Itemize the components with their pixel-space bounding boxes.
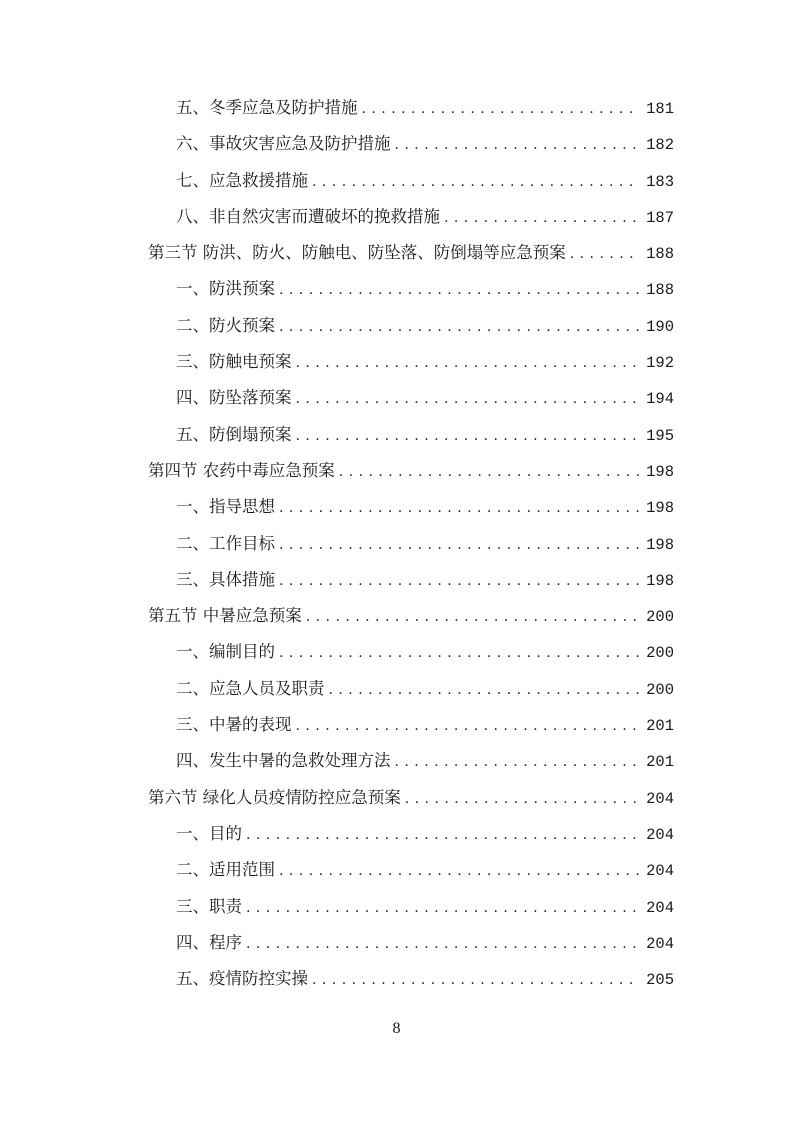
toc-subsection-entry[interactable] xyxy=(148,308,674,344)
toc-subsection-entry[interactable] xyxy=(148,344,674,380)
toc-entry-page-number: 188 xyxy=(646,245,674,264)
toc-entry-title: 二、适用范围 xyxy=(176,860,275,880)
toc-subsection-entry[interactable] xyxy=(148,417,674,453)
page-number: 8 xyxy=(392,1020,401,1037)
toc-entry-page-number: 187 xyxy=(646,208,674,227)
toc-subsection-entry[interactable] xyxy=(148,743,674,779)
toc-dot-leader xyxy=(362,91,641,127)
toc-entry-title: 三、防触电预案 xyxy=(176,352,292,372)
toc-entry-page-number: 200 xyxy=(646,680,674,699)
toc-entry-title: 四、程序 xyxy=(176,932,242,952)
toc-entry-page-number: 204 xyxy=(646,934,674,953)
toc-dot-leader xyxy=(339,454,640,490)
toc-entry-page-number: 200 xyxy=(646,608,674,627)
table-of-contents xyxy=(148,90,674,997)
toc-dot-leader xyxy=(246,890,640,926)
toc-dot-leader xyxy=(296,418,641,454)
toc-entry-page-number: 200 xyxy=(646,644,674,663)
toc-entry-title: 三、中暑的表现 xyxy=(176,715,292,735)
toc-subsection-entry[interactable] xyxy=(148,816,674,852)
toc-entry-title: 一、编制目的 xyxy=(176,642,275,662)
toc-dot-leader xyxy=(444,200,640,236)
toc-section-entry[interactable] xyxy=(148,780,674,816)
toc-subsection-entry[interactable] xyxy=(148,961,674,997)
toc-subsection-entry[interactable] xyxy=(148,562,674,598)
toc-entry-title: 四、发生中暑的急救处理方法 xyxy=(176,751,391,771)
toc-dot-leader xyxy=(570,236,640,272)
toc-subsection-entry[interactable] xyxy=(148,90,674,126)
toc-subsection-entry[interactable] xyxy=(148,199,674,235)
toc-section-entry[interactable] xyxy=(148,453,674,489)
toc-dot-leader xyxy=(395,744,641,780)
toc-subsection-entry[interactable] xyxy=(148,634,674,670)
toc-section-entry[interactable] xyxy=(148,598,674,634)
toc-entry-page-number: 204 xyxy=(646,825,674,844)
toc-subsection-entry[interactable] xyxy=(148,707,674,743)
toc-entry-page-number: 190 xyxy=(646,317,674,336)
toc-entry-title: 一、防洪预案 xyxy=(176,279,275,299)
toc-entry-page-number: 205 xyxy=(646,971,674,990)
toc-entry-title: 三、具体措施 xyxy=(176,569,275,589)
toc-entry-title: 五、冬季应急及防护措施 xyxy=(176,98,358,117)
toc-dot-leader xyxy=(296,708,641,744)
toc-entry-page-number: 201 xyxy=(646,753,674,772)
toc-entry-page-number: 192 xyxy=(646,354,674,373)
toc-dot-leader xyxy=(312,164,640,200)
toc-entry-title: 一、指导思想 xyxy=(176,497,275,517)
toc-dot-leader xyxy=(279,309,640,345)
toc-entry-title: 二、应急人员及职责 xyxy=(176,678,325,698)
toc-subsection-entry[interactable] xyxy=(148,671,674,707)
toc-dot-leader xyxy=(279,635,640,671)
toc-entry-title: 四、防坠落预案 xyxy=(176,388,292,408)
toc-dot-leader xyxy=(306,599,640,635)
toc-subsection-entry[interactable] xyxy=(148,126,674,162)
toc-dot-leader xyxy=(405,781,640,817)
toc-entry-title: 六、事故灾害应急及防护措施 xyxy=(176,134,391,154)
toc-dot-leader xyxy=(279,272,640,308)
toc-entry-title: 一、目的 xyxy=(176,823,242,843)
toc-dot-leader xyxy=(246,817,640,853)
toc-entry-page-number: 183 xyxy=(646,172,674,191)
toc-entry-title: 三、职责 xyxy=(176,896,242,916)
toc-dot-leader xyxy=(395,127,641,163)
toc-entry-page-number: 195 xyxy=(646,426,674,445)
toc-entry-page-number: 198 xyxy=(646,499,674,518)
toc-subsection-entry[interactable] xyxy=(148,526,674,562)
toc-entry-page-number: 201 xyxy=(646,717,674,736)
toc-entry-title: 七、应急救援措施 xyxy=(176,170,308,190)
toc-entry-title: 五、疫情防控实操 xyxy=(176,969,308,989)
toc-entry-title: 八、非自然灾害而遭破坏的挽救措施 xyxy=(176,206,440,226)
toc-entry-page-number: 182 xyxy=(646,136,674,155)
toc-entry-page-number: 204 xyxy=(646,862,674,881)
toc-subsection-entry[interactable] xyxy=(148,889,674,925)
toc-dot-leader xyxy=(279,527,640,563)
toc-entry-title: 二、工作目标 xyxy=(176,533,275,553)
toc-entry-page-number: 204 xyxy=(646,898,674,917)
toc-dot-leader xyxy=(312,962,640,998)
toc-dot-leader xyxy=(296,345,641,381)
toc-subsection-entry[interactable] xyxy=(148,271,674,307)
toc-dot-leader xyxy=(279,563,640,599)
toc-dot-leader xyxy=(279,490,640,526)
toc-subsection-entry[interactable] xyxy=(148,489,674,525)
toc-entry-page-number: 194 xyxy=(646,390,674,409)
toc-entry-title: 二、防火预案 xyxy=(176,315,275,335)
toc-entry-page-number: 198 xyxy=(646,462,674,481)
toc-entry-title: 第三节 防洪、防火、防触电、防坠落、防倒塌等应急预案 xyxy=(148,243,566,263)
toc-entry-title: 第四节 农药中毒应急预案 xyxy=(148,460,335,480)
toc-dot-leader xyxy=(296,381,641,417)
toc-entry-title: 第六节 绿化人员疫情防控应急预案 xyxy=(148,787,401,807)
toc-entry-title: 五、防倒塌预案 xyxy=(176,424,292,444)
toc-entry-page-number: 188 xyxy=(646,281,674,300)
toc-section-entry[interactable] xyxy=(148,235,674,271)
toc-subsection-entry[interactable] xyxy=(148,925,674,961)
toc-entry-page-number: 204 xyxy=(646,789,674,808)
toc-subsection-entry[interactable] xyxy=(148,380,674,416)
toc-entry-page-number: 198 xyxy=(646,535,674,554)
toc-dot-leader xyxy=(246,926,640,962)
toc-dot-leader xyxy=(279,853,640,889)
toc-subsection-entry[interactable] xyxy=(148,852,674,888)
toc-entry-page-number: 198 xyxy=(646,571,674,590)
toc-entry-page-number: 181 xyxy=(646,100,674,118)
toc-dot-leader xyxy=(329,672,641,708)
toc-subsection-entry[interactable] xyxy=(148,163,674,199)
toc-entry-title: 第五节 中暑应急预案 xyxy=(148,606,302,626)
